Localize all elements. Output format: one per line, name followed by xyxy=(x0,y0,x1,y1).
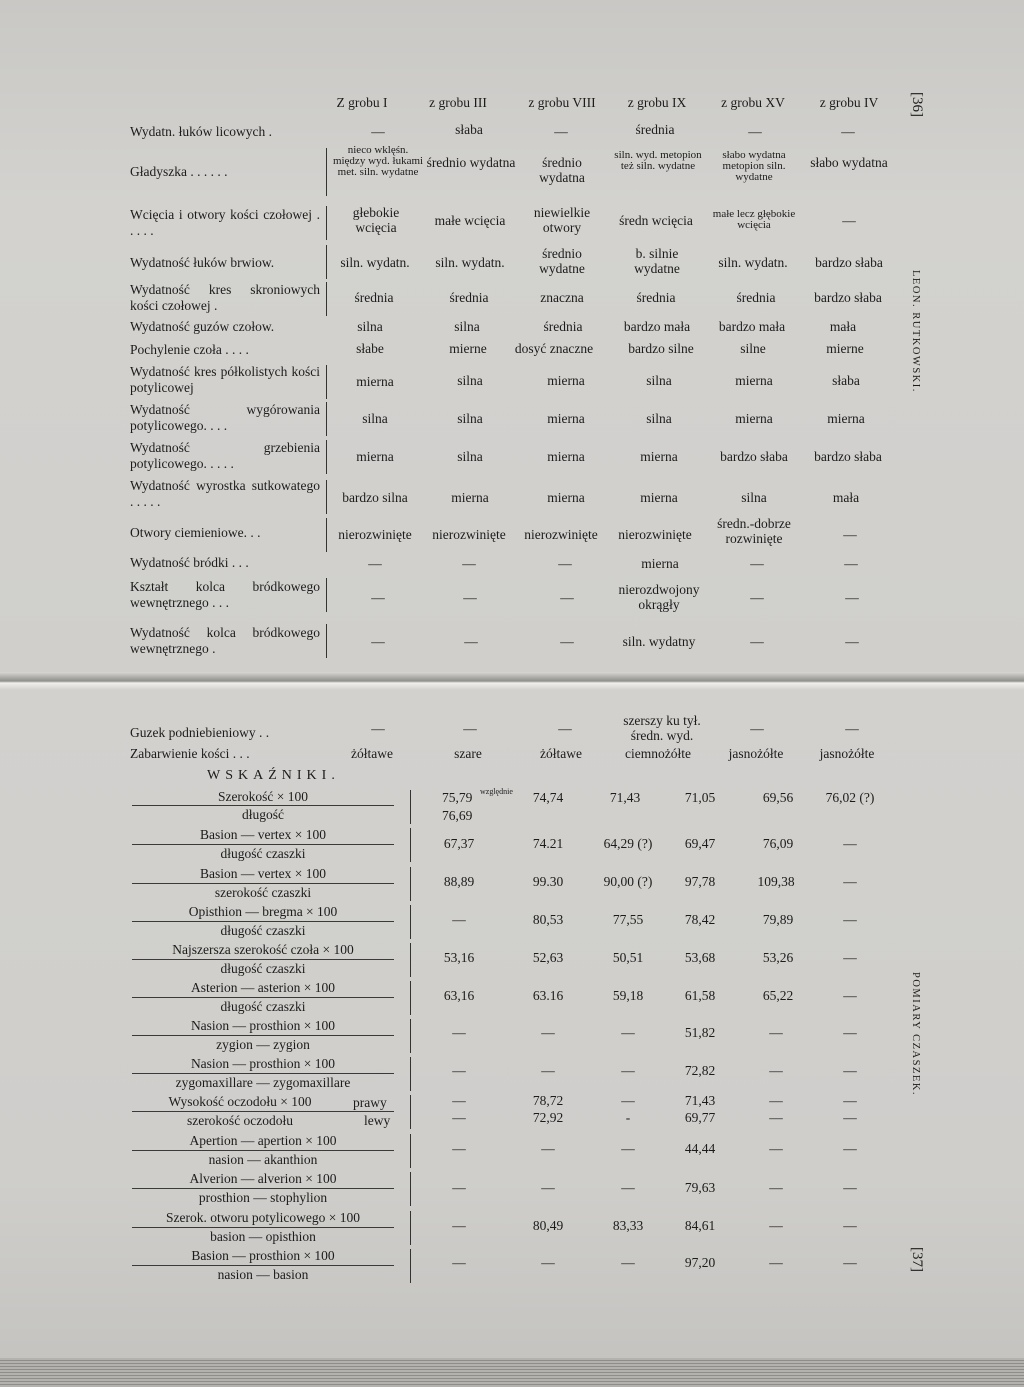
section-title: WSKAŹNIKI. xyxy=(207,768,340,783)
table-cell: małe lecz głębokie wcięcia xyxy=(712,208,796,231)
table-cell: siln. wyd. metopion też siln. wydatne xyxy=(614,149,702,172)
brace xyxy=(326,480,327,514)
index-denominator: długość xyxy=(242,807,284,822)
table-cell: — xyxy=(371,634,385,649)
table-cell: silna xyxy=(457,411,483,426)
table-cell: mierne xyxy=(826,341,864,356)
index-value: — xyxy=(541,1141,555,1156)
fraction-line xyxy=(132,921,394,922)
table-cell: — xyxy=(371,590,385,605)
fraction-line xyxy=(132,805,394,806)
table-cell: średnia xyxy=(736,290,776,305)
fraction-line xyxy=(132,1227,394,1228)
index-value: 69,77 xyxy=(684,1110,716,1125)
index-value: 72,92 xyxy=(532,1110,564,1125)
index-value: 72,82 xyxy=(684,1063,716,1078)
table-cell: bardzo słaba xyxy=(814,290,882,305)
index-value: — xyxy=(843,1025,857,1040)
table-cell: silne xyxy=(740,341,766,356)
index-value: — xyxy=(769,1141,783,1156)
index-denominator: długość czaszki xyxy=(220,999,306,1014)
table-cell: — xyxy=(841,124,855,139)
brace xyxy=(410,828,411,862)
column-header: Z grobu I xyxy=(336,95,388,110)
index-value: — xyxy=(541,1180,555,1195)
table-cell: — xyxy=(371,721,385,736)
table-cell: — xyxy=(750,556,764,571)
column-header: z grobu III xyxy=(429,95,487,110)
index-value: 63.16 xyxy=(532,988,564,1003)
index-numerator: Nasion — prosthion × 100 xyxy=(190,1018,336,1033)
index-numerator: Nasion — prosthion × 100 xyxy=(190,1056,336,1071)
page-number: [37] xyxy=(909,1247,925,1272)
table-cell: bardzo mała xyxy=(623,319,691,334)
index-value: 84,61 xyxy=(684,1218,716,1233)
column-header: z grobu VIII xyxy=(528,95,596,110)
index-value: 71,05 xyxy=(684,790,716,805)
index-value: - xyxy=(625,1110,631,1125)
brace xyxy=(326,578,327,612)
index-value: — xyxy=(452,912,466,927)
table-cell: mierna xyxy=(735,373,773,388)
index-value: 80,49 xyxy=(532,1218,564,1233)
index-denominator: nasion — akanthion xyxy=(208,1152,318,1167)
table-cell: b. silnie wydatne xyxy=(634,246,680,276)
table-cell: średn.-dobrze rozwinięte xyxy=(717,516,791,546)
index-value: 88,89 xyxy=(443,874,475,889)
index-value: 79,89 xyxy=(762,912,794,927)
table-cell: jasnożółte xyxy=(819,746,875,761)
index-value: — xyxy=(621,1141,635,1156)
index-numerator: Szerok. otworu potylicowego × 100 xyxy=(166,1210,360,1225)
brace xyxy=(410,1249,411,1283)
index-value: 53,68 xyxy=(684,950,716,965)
index-value: — xyxy=(769,1093,783,1108)
index-denominator: długość czaszki xyxy=(220,846,306,861)
table-cell: — xyxy=(560,590,574,605)
row-label: Wydatność kres półkolistych kości potylicowej xyxy=(130,364,320,395)
index-value: — xyxy=(843,1218,857,1233)
index-value: 63,16 xyxy=(443,988,475,1003)
index-value: 69,47 xyxy=(684,836,716,851)
index-value: — xyxy=(769,1110,783,1125)
index-value: 65,22 xyxy=(762,988,794,1003)
table-cell: średnio wydatna xyxy=(539,155,585,185)
table-cell: siln. wydatny xyxy=(622,634,696,649)
row-label: Wydatność bródki . . . xyxy=(130,555,249,570)
table-cell: niewielkie otwory xyxy=(533,205,591,235)
index-value: — xyxy=(621,1180,635,1195)
row-label: Wydatność wygórowania potylicowego. . . . xyxy=(130,402,320,433)
table-cell: dosyć znaczne xyxy=(514,341,594,356)
brace xyxy=(326,206,327,240)
index-value: — xyxy=(621,1063,635,1078)
index-value: 75,79 xyxy=(442,790,473,805)
table-cell: mierna xyxy=(827,411,865,426)
table-cell: bardzo słaba xyxy=(815,255,883,270)
table-cell: siln. wydatn. xyxy=(340,255,410,270)
fraction-line xyxy=(132,844,394,845)
table-cell: mierne xyxy=(449,341,487,356)
index-value: — xyxy=(769,1025,783,1040)
table-cell: — xyxy=(748,124,762,139)
table-cell: silna xyxy=(357,319,383,334)
index-value: — xyxy=(452,1141,466,1156)
brace xyxy=(326,148,327,196)
table-cell: żółtawe xyxy=(351,746,393,761)
index-value: 97,20 xyxy=(684,1255,716,1270)
fraction-line xyxy=(132,883,394,884)
index-value: — xyxy=(452,1218,466,1233)
index-value: — xyxy=(769,1218,783,1233)
table-cell: — xyxy=(560,634,574,649)
index-value: 50,51 xyxy=(612,950,644,965)
brace xyxy=(326,402,327,436)
table-cell: silna xyxy=(457,373,483,388)
brace xyxy=(410,1172,411,1206)
index-value: — xyxy=(452,1110,466,1125)
row-label: Zabarwienie kości . . . xyxy=(130,746,250,761)
table-cell: bardzo słaba xyxy=(720,449,788,464)
table-cell: mierna xyxy=(547,373,585,388)
table-cell: małe wcięcia xyxy=(434,213,506,228)
brace xyxy=(326,624,327,658)
index-value: 97,78 xyxy=(684,874,716,889)
side-label: lewy xyxy=(364,1113,391,1128)
table-cell: znaczna xyxy=(540,290,584,305)
table-cell: bardzo słaba xyxy=(814,449,882,464)
index-denominator: długość czaszki xyxy=(220,961,306,976)
brace xyxy=(326,282,327,316)
index-numerator: Wysokość oczodołu × 100 xyxy=(168,1094,312,1109)
row-label: Wydatn. łuków licowych . xyxy=(130,124,273,139)
index-value: — xyxy=(541,1025,555,1040)
index-value: 52,63 xyxy=(532,950,564,965)
table-cell: silna xyxy=(457,449,483,464)
table-cell: średnia xyxy=(354,290,394,305)
index-value: 74.21 xyxy=(532,836,564,851)
index-denominator: szerokość czaszki xyxy=(214,885,312,900)
table-cell: — xyxy=(845,590,859,605)
index-value: — xyxy=(621,1025,635,1040)
index-value: 77,55 xyxy=(612,912,644,927)
fraction-line xyxy=(132,959,394,960)
index-value: — xyxy=(843,950,857,965)
page-fold xyxy=(0,672,1024,692)
index-value: 71,43 xyxy=(684,1093,716,1108)
index-value: — xyxy=(843,1180,857,1195)
table-cell: — xyxy=(554,124,568,139)
table-cell: — xyxy=(750,634,764,649)
table-cell: nierozwinięte xyxy=(432,527,506,542)
index-numerator: Asterion — asterion × 100 xyxy=(190,980,336,995)
index-value: 61,58 xyxy=(684,988,716,1003)
table-cell: ciemnożółte xyxy=(625,746,691,761)
index-value: — xyxy=(843,1141,857,1156)
index-numerator: Szerokość × 100 xyxy=(217,789,309,804)
index-denominator: basion — opisthion xyxy=(210,1229,316,1244)
table-cell: bardzo mała xyxy=(718,319,786,334)
table-cell: średnia xyxy=(543,319,583,334)
table-cell: żółtawe xyxy=(540,746,582,761)
index-value: 53,26 xyxy=(762,950,794,965)
table-cell: nierozwinięte xyxy=(338,527,412,542)
table-cell: słaba xyxy=(832,373,860,388)
index-value: 76,09 xyxy=(762,836,794,851)
table-cell: mierna xyxy=(640,490,678,505)
index-value: 90,00 (?) xyxy=(603,874,653,889)
brace xyxy=(326,518,327,552)
brace xyxy=(326,365,327,399)
brace xyxy=(326,245,327,279)
table-cell: szerszy ku tył. średn. wyd. xyxy=(623,713,701,743)
row-label: Kształt kolca bródkowego wewnętrznego . . . xyxy=(130,579,320,610)
index-value: — xyxy=(843,836,857,851)
row-label: Guzek podniebieniowy . . xyxy=(130,725,270,740)
table-cell: — xyxy=(368,556,382,571)
index-value: 67,37 xyxy=(443,836,475,851)
index-denominator: prosthion — stophylion xyxy=(198,1190,328,1205)
fraction-line xyxy=(132,1150,394,1151)
column-header: z grobu IV xyxy=(819,95,879,110)
table-cell: mierna xyxy=(547,449,585,464)
table-cell: — xyxy=(558,556,572,571)
table-cell: mierna xyxy=(356,374,394,389)
index-value: — xyxy=(452,1255,466,1270)
row-label: Gładyszka . . . . . . xyxy=(130,164,228,179)
table-cell: średnia xyxy=(449,290,489,305)
brace xyxy=(410,1057,411,1091)
table-cell: mierna xyxy=(547,411,585,426)
index-value: — xyxy=(621,1255,635,1270)
brace xyxy=(410,905,411,939)
index-value: 99.30 xyxy=(532,874,564,889)
row-label: Wcięcia i otwory kości czołowej . . . . . xyxy=(130,207,320,238)
table-cell: średnia xyxy=(635,122,675,137)
table-cell: siln. wydatn. xyxy=(718,255,788,270)
brace xyxy=(410,981,411,1015)
index-value: — xyxy=(843,988,857,1003)
brace xyxy=(410,943,411,977)
table-cell: silna xyxy=(646,411,672,426)
index-value: — xyxy=(452,1063,466,1078)
table-cell: — xyxy=(845,634,859,649)
index-value: 109,38 xyxy=(757,874,795,889)
index-value: 80,53 xyxy=(532,912,564,927)
table-cell: słabo wydatna metopion siln. wydatne xyxy=(722,149,786,183)
table-cell: — xyxy=(462,556,476,571)
index-value: — xyxy=(541,1255,555,1270)
table-cell: — xyxy=(463,590,477,605)
table-cell: mierna xyxy=(640,449,678,464)
table-cell: średnio wydatna xyxy=(426,155,516,170)
index-note: względnie xyxy=(480,787,513,796)
table-cell: słabo wydatna xyxy=(810,155,888,170)
table-cell: mierna xyxy=(547,490,585,505)
index-value: 69,56 xyxy=(762,790,794,805)
table-cell: silna xyxy=(646,373,672,388)
index-value: — xyxy=(843,874,857,889)
index-value: 78,72 xyxy=(532,1093,564,1108)
index-value: — xyxy=(452,1093,466,1108)
index-value: 76,02 (?) xyxy=(825,790,875,805)
table-cell: siln. wydatn. xyxy=(435,255,505,270)
index-value: 59,18 xyxy=(612,988,644,1003)
table-cell: silna xyxy=(362,411,388,426)
index-value: — xyxy=(769,1180,783,1195)
index-value: — xyxy=(843,1255,857,1270)
index-value: — xyxy=(452,1180,466,1195)
index-numerator: Basion — prosthion × 100 xyxy=(191,1248,335,1263)
table-cell: średnio wydatne xyxy=(539,246,585,276)
table-cell: bardzo silna xyxy=(342,490,408,505)
table-cell: mała xyxy=(832,490,860,505)
row-label: Wydatność wyrostka sutkowatego . . . . . xyxy=(130,478,320,509)
running-head-author: LEON. RUTKOWSKI. xyxy=(910,270,921,393)
brace xyxy=(410,1134,411,1168)
index-denominator: zygomaxillare — zygomaxillare xyxy=(175,1075,351,1090)
table-cell: nieco wklęśn. między wyd. łukami met. siln. wydatne xyxy=(332,144,424,178)
brace xyxy=(326,440,327,474)
table-cell: nierozdwojony okrągły xyxy=(618,582,700,612)
fraction-line xyxy=(132,1188,394,1189)
index-denominator: zygion — zygion xyxy=(216,1037,310,1052)
index-numerator: Apertion — apertion × 100 xyxy=(189,1133,337,1148)
brace xyxy=(410,1019,411,1053)
column-header: z grobu IX xyxy=(627,95,687,110)
row-label: Wydatność grzebienia potylicowego. . . . . xyxy=(130,440,320,471)
row-label: Otwory ciemieniowe. . . xyxy=(130,525,261,540)
side-label: prawy xyxy=(353,1095,387,1110)
index-value: — xyxy=(843,1110,857,1125)
column-header: z grobu XV xyxy=(721,95,785,110)
fraction-line xyxy=(132,997,394,998)
table-cell: silna xyxy=(454,319,480,334)
row-label: Wydatność kolca bródkowego wewnętrznego . xyxy=(130,625,320,656)
index-value: — xyxy=(769,1255,783,1270)
index-value: — xyxy=(843,1063,857,1078)
table-cell: — xyxy=(845,721,859,736)
table-cell: — xyxy=(463,721,477,736)
index-value: — xyxy=(621,1093,635,1108)
index-denominator: nasion — basion xyxy=(217,1267,309,1282)
brace xyxy=(410,1095,411,1129)
index-denominator: długość czaszki xyxy=(220,923,306,938)
table-cell: mierna xyxy=(735,411,773,426)
table-cell: silna xyxy=(741,490,767,505)
table-cell: bardzo silne xyxy=(628,341,694,356)
book-edge xyxy=(0,1358,1024,1387)
fraction-line xyxy=(132,1111,394,1112)
table-cell: mała xyxy=(829,319,857,334)
index-value: 74,74 xyxy=(532,790,564,805)
table-cell: słabe xyxy=(356,341,384,356)
index-value: — xyxy=(843,912,857,927)
brace xyxy=(410,1211,411,1245)
index-value: — xyxy=(541,1063,555,1078)
table-cell: mierna xyxy=(641,556,679,571)
table-cell: jasnożółte xyxy=(728,746,784,761)
index-numerator: Opisthion — bregma × 100 xyxy=(188,904,338,919)
table-cell: nierozwinięte xyxy=(524,527,598,542)
table-cell: średn wcięcia xyxy=(619,213,693,228)
running-head-title: POMIARY CZASZEK. xyxy=(910,972,921,1096)
table-cell: — xyxy=(371,124,385,139)
index-numerator: Alverion — alverion × 100 xyxy=(189,1171,337,1186)
table-cell: mierna xyxy=(451,490,489,505)
table-cell: nierozwinięte xyxy=(618,527,692,542)
index-value: 64,29 (?) xyxy=(603,836,653,851)
row-label: Wydatność łuków brwiow. xyxy=(130,255,275,270)
index-value: — xyxy=(843,1093,857,1108)
table-cell: — xyxy=(750,590,764,605)
row-label: Wydatność guzów czołow. xyxy=(130,319,275,334)
table-cell: mierna xyxy=(356,449,394,464)
row-label: Pochylenie czoła . . . . xyxy=(130,342,249,357)
index-value: 79,63 xyxy=(684,1180,716,1195)
brace xyxy=(410,790,411,824)
table-cell: szare xyxy=(454,746,482,761)
table-cell: słaba xyxy=(455,122,483,137)
index-numerator: Basion — vertex × 100 xyxy=(199,866,327,881)
table-cell: — xyxy=(843,527,857,542)
table-cell: — xyxy=(844,556,858,571)
index-value: 83,33 xyxy=(612,1218,644,1233)
index-numerator: Najszersza szerokość czoła × 100 xyxy=(172,942,354,957)
table-cell: — xyxy=(750,721,764,736)
index-value: 51,82 xyxy=(684,1025,716,1040)
index-denominator: szerokość oczodołu xyxy=(186,1113,294,1128)
index-value-alt: 76,69 xyxy=(442,808,473,823)
page-number: [36] xyxy=(909,92,925,117)
fraction-line xyxy=(132,1035,394,1036)
index-value: 53,16 xyxy=(443,950,475,965)
table-cell: — xyxy=(558,721,572,736)
index-numerator: Basion — vertex × 100 xyxy=(199,827,327,842)
table-cell: głebokie wcięcia xyxy=(352,205,400,235)
fraction-line xyxy=(132,1073,394,1074)
brace xyxy=(410,867,411,901)
index-value: 44,44 xyxy=(684,1141,716,1156)
row-label: Wydatność kres skroniowych kości czołowej . xyxy=(130,282,320,313)
table-cell: — xyxy=(464,634,478,649)
fraction-line xyxy=(132,1265,394,1266)
table-cell: średnia xyxy=(636,290,676,305)
table-cell: — xyxy=(842,213,856,228)
index-value: — xyxy=(769,1063,783,1078)
index-value: 78,42 xyxy=(684,912,716,927)
index-value: 71,43 xyxy=(609,790,641,805)
index-value: — xyxy=(452,1025,466,1040)
